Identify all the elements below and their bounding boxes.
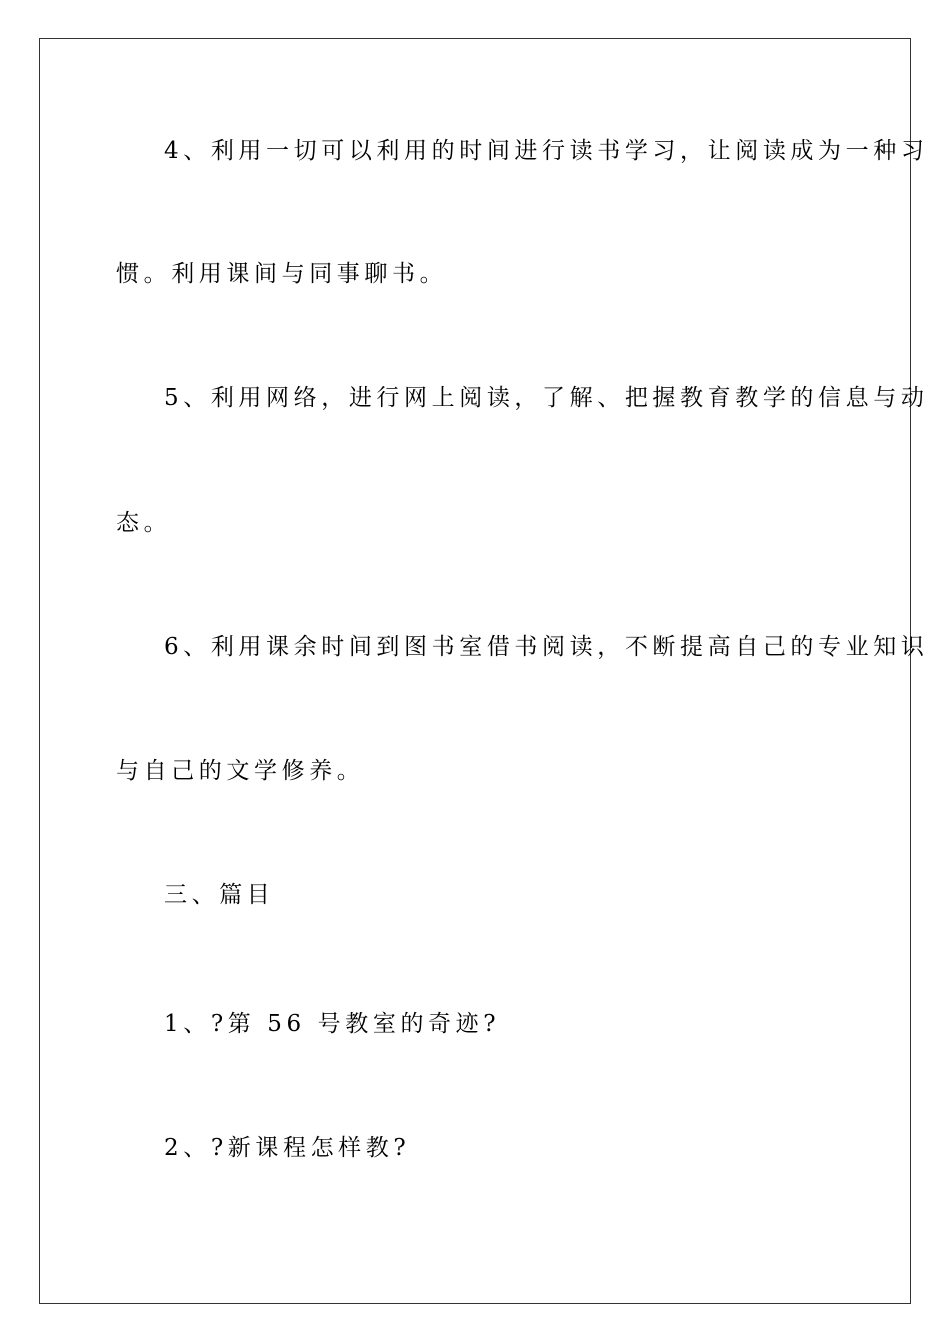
paragraph-6-line-1: 6、利用课余时间到图书室借书阅读，不断提高自己的专业知识	[164, 634, 929, 660]
page-frame	[39, 38, 929, 1304]
list-item-2: 2、?新课程怎样教?	[164, 1135, 411, 1161]
paragraph-5-line-2: 态。	[116, 510, 172, 536]
paragraph-6-line-2: 与自己的文学修养。	[116, 758, 365, 784]
paragraph-4-line-1: 4、利用一切可以利用的时间进行读书学习，让阅读成为一种习	[164, 138, 929, 164]
list-item-1: 1、?第 56 号教室的奇迹?	[164, 1011, 501, 1037]
section-heading: 三、篇目	[164, 882, 275, 908]
paragraph-4-line-2: 惯。利用课间与同事聊书。	[116, 261, 448, 287]
paragraph-5-line-1: 5、利用网络，进行网上阅读，了解、把握教育教学的信息与动	[164, 385, 929, 411]
